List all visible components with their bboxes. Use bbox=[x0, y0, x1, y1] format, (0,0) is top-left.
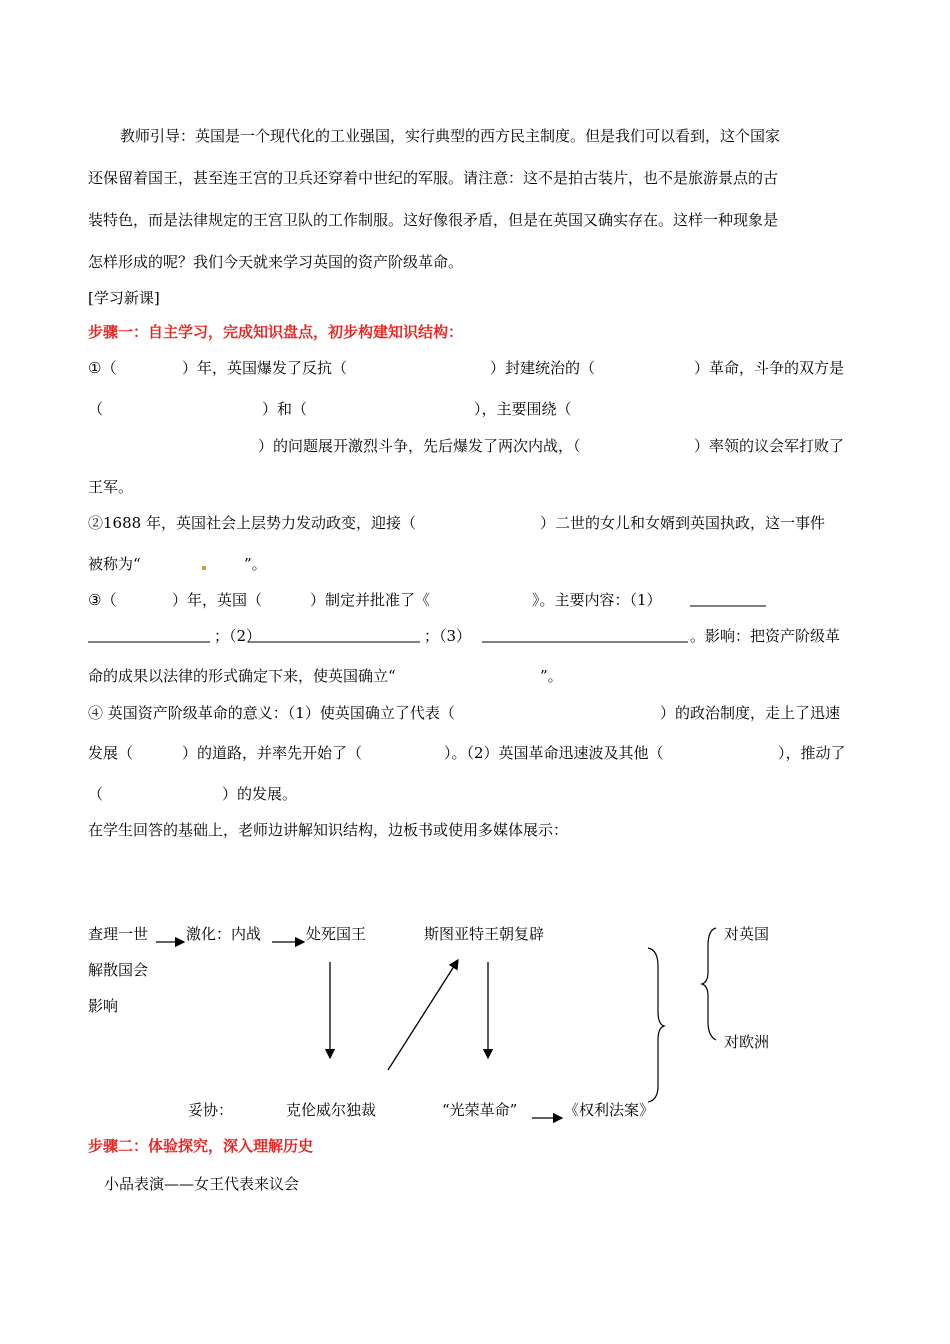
q1-part-f: ）和（ bbox=[262, 400, 308, 418]
diagram-intensify: 激化：内战 bbox=[186, 925, 262, 943]
diagram-glorious: “光荣革命” bbox=[442, 1101, 518, 1119]
summary-line: 在学生回答的基础上，老师边讲解知识结构，边板书或使用多媒体展示： bbox=[88, 821, 569, 839]
section-tag: [学习新课] bbox=[88, 289, 160, 307]
q1-part-g: ），主要围绕（ bbox=[474, 400, 572, 418]
q3-part-b: ）年，英国（ bbox=[172, 591, 263, 609]
q3-part-c: ）制定并批准了《 bbox=[310, 591, 431, 609]
q1-part-b: ）年，英国爆发了反抗（ bbox=[182, 359, 348, 377]
intro-line-1: 教师引导：英国是一个现代化的工业强国，实行典型的西方民主制度。但是我们可以看到，这个国家 bbox=[120, 127, 781, 145]
q1-part-i: ）率领的议会军打败了 bbox=[694, 437, 845, 455]
diagram-bill: 《权利法案》 bbox=[564, 1101, 655, 1119]
intro-line-3: 装特色，而是法律规定的王宫卫队的工作制服。这好像很矛盾，但是在英国又确实存在。这样一种现象是 bbox=[88, 211, 779, 229]
q1-part-d: ）革命，斗争的双方是 bbox=[694, 359, 845, 377]
q1-part-j: 王军。 bbox=[88, 478, 134, 496]
diagram-charles: 查理一世 bbox=[88, 925, 149, 943]
intro-line-4: 怎样形成的呢？我们今天就来学习英国的资产阶级革命。 bbox=[88, 253, 464, 271]
q3-part-d: 》。主要内容：（1） bbox=[532, 591, 662, 609]
diagram-to-europe: 对欧洲 bbox=[724, 1033, 770, 1051]
q1-part-e: （ bbox=[88, 400, 104, 418]
q3-part-a: ③（ bbox=[88, 591, 117, 609]
diagram-influence: 影响 bbox=[88, 997, 119, 1015]
q2-part-b: ）二世的女儿和女婿到英国执政，这一事件 bbox=[540, 514, 826, 532]
q4-part-h: ）的发展。 bbox=[222, 785, 298, 803]
intro-line-2: 还保留着国王，甚至连王宫的卫兵还穿着中世纪的军服。请注意：这不是拍古装片，也不是旅游景点的古 bbox=[88, 169, 779, 187]
q4-part-e: ）。（2）英国革命迅速波及其他（ bbox=[444, 744, 664, 762]
diagram-dissolve: 解散国会 bbox=[88, 961, 149, 979]
q2-part-d: ”。 bbox=[244, 555, 267, 573]
q3-part-i: ”。 bbox=[540, 667, 563, 685]
q3-part-h: 命的成果以法律的形式确定下来，使英国确立“ bbox=[88, 667, 396, 685]
q4-part-a: ④ 英国资产阶级革命的意义：（1）使英国确立了代表（ bbox=[88, 704, 455, 722]
step1-title: 步骤一：自主学习，完成知识盘点，初步构建知识结构： bbox=[88, 323, 464, 341]
q4-part-c: 发展（ bbox=[88, 744, 134, 762]
diagram-to-england: 对英国 bbox=[724, 925, 770, 943]
q1-part-a: ①（ bbox=[88, 359, 117, 377]
q3-part-e: ；（2） bbox=[214, 627, 262, 645]
diagram-restoration: 斯图亚特王朝复辟 bbox=[424, 925, 545, 943]
diagram-compromise: 妥协： bbox=[188, 1101, 234, 1119]
q2-part-a: ②1688 年，英国社会上层势力发动政变，迎接（ bbox=[88, 514, 416, 532]
q1-part-h: ）的问题展开激烈斗争，先后爆发了两次内战，（ bbox=[258, 437, 581, 455]
q2-part-c: 被称为“ bbox=[88, 555, 141, 573]
diagram-execute: 处死国王 bbox=[306, 925, 367, 943]
q1-part-c: ）封建统治的（ bbox=[490, 359, 596, 377]
step2-title: 步骤二：体验探究，深入理解历史 bbox=[88, 1137, 314, 1155]
q4-part-f: ），推动了 bbox=[778, 744, 846, 762]
q3-part-g: 。影响：把资产阶级革 bbox=[690, 627, 841, 645]
diagram-cromwell: 克伦威尔独裁 bbox=[286, 1101, 377, 1119]
q4-part-g: （ bbox=[88, 785, 104, 803]
q3-part-f: ；（3） bbox=[424, 627, 472, 645]
q4-part-d: ）的道路，并率先开始了（ bbox=[182, 744, 363, 762]
step2-skit: 小品表演——女王代表来议会 bbox=[104, 1175, 300, 1193]
q4-part-b: ）的政治制度，走上了迅速 bbox=[660, 704, 841, 722]
